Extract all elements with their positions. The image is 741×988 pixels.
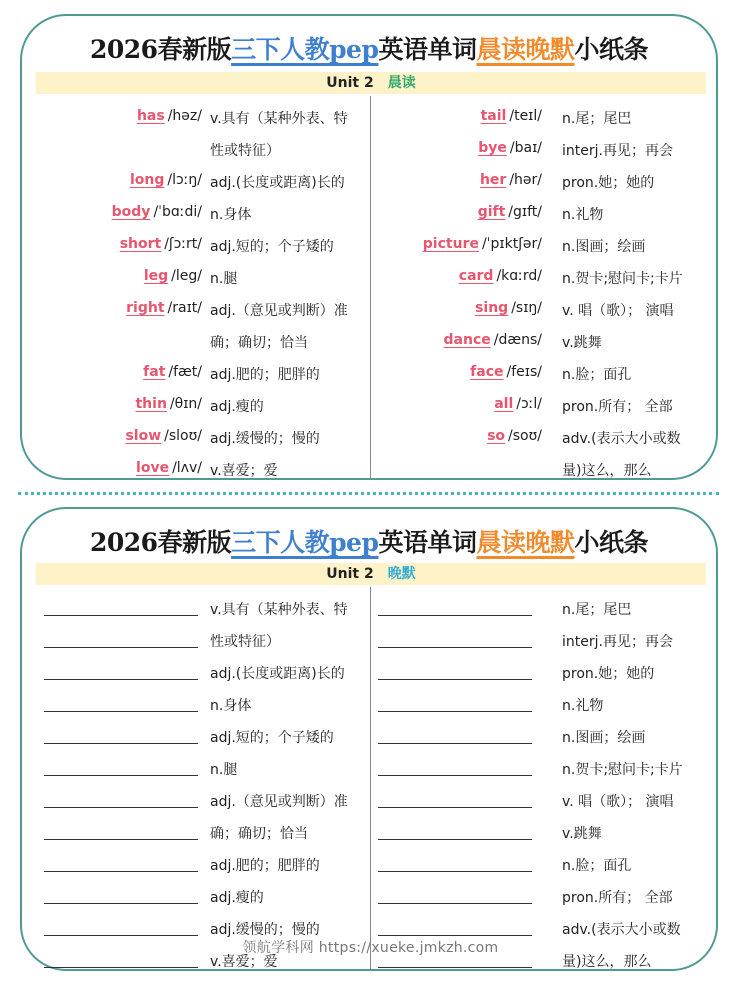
chinese-meaning: adj.短的；个子矮的 <box>210 239 334 255</box>
phonetic: /soʊ/ <box>508 428 542 444</box>
mode-label: 晨读 <box>387 75 416 91</box>
word-entry <box>370 260 542 292</box>
word-with-ipa <box>22 396 202 412</box>
english-word: all <box>494 396 514 412</box>
word-with-ipa <box>22 460 202 476</box>
phonetic: /sloʊ/ <box>164 428 202 444</box>
english-word: long <box>129 172 165 188</box>
word-with-ipa <box>370 236 542 252</box>
chinese-meaning: pron.她；她的 <box>562 175 655 191</box>
title-suffix: 小纸条 <box>574 35 648 64</box>
chinese-meaning: n.贺卡;慰问卡;卡片 <box>562 762 683 778</box>
unit-label: Unit 2 <box>326 566 374 582</box>
chinese-meaning: n.腿 <box>210 762 238 778</box>
phonetic: /fæt/ <box>168 364 202 380</box>
answer-blank-line[interactable] <box>378 807 532 808</box>
word-entry <box>22 132 202 164</box>
english-word: so <box>487 428 506 444</box>
answer-blank-line[interactable] <box>378 711 532 712</box>
answer-blank-line[interactable] <box>44 711 198 712</box>
phonetic: /lɔːŋ/ <box>167 172 202 188</box>
word-with-ipa <box>370 172 542 188</box>
english-word: love <box>136 460 170 476</box>
chinese-meaning: adj.（意见或判断）准 <box>210 794 348 810</box>
answer-blank-line[interactable] <box>44 807 198 808</box>
word-with-ipa <box>22 236 202 252</box>
chinese-meaning: adj.缓慢的；慢的 <box>210 431 320 447</box>
word-entry <box>370 324 542 356</box>
answer-blank-line[interactable] <box>378 935 532 936</box>
word-entry <box>22 164 202 196</box>
title-highlight-orange: 晨读晚默 <box>476 528 575 557</box>
word-entry <box>370 356 542 388</box>
chinese-meaning: adj.短的；个子矮的 <box>210 730 334 746</box>
chinese-meaning: v.跳舞 <box>562 335 602 351</box>
phonetic: /ɔːl/ <box>516 396 542 412</box>
word-entry <box>22 260 202 292</box>
word-with-ipa <box>22 108 202 124</box>
word-with-ipa <box>22 300 202 316</box>
word-with-ipa <box>370 140 542 156</box>
english-word: thin <box>135 396 167 412</box>
chinese-meaning: 性或特征） <box>210 143 280 159</box>
chinese-meaning: v.喜爱；爱 <box>210 954 278 970</box>
word-with-ipa <box>22 172 202 188</box>
chinese-meaning: n.礼物 <box>562 698 604 714</box>
phonetic: /dæns/ <box>493 332 542 348</box>
answer-blank-line[interactable] <box>378 775 532 776</box>
word-entry <box>22 100 202 132</box>
phonetic: /həz/ <box>167 108 202 124</box>
column-divider <box>370 587 371 969</box>
phonetic: /leg/ <box>171 268 202 284</box>
word-with-ipa <box>22 364 202 380</box>
english-word: right <box>126 300 165 316</box>
word-entry <box>370 100 542 132</box>
word-entry <box>22 196 202 228</box>
phonetic: /ʃɔːrt/ <box>164 236 202 252</box>
phonetic: /sɪŋ/ <box>511 300 542 316</box>
word-entry <box>22 452 202 484</box>
word-entry <box>22 388 202 420</box>
title-prefix: 2026春新版 <box>89 35 232 64</box>
phonetic: /hər/ <box>509 172 542 188</box>
chinese-meaning: n.脸；面孔 <box>562 367 632 383</box>
chinese-meaning: interj.再见；再会 <box>562 143 673 159</box>
word-entry <box>370 164 542 196</box>
word-entry <box>22 356 202 388</box>
answer-blank-line[interactable] <box>44 615 198 616</box>
chinese-meaning: 量)这么，那么 <box>562 463 652 479</box>
answer-blank-line[interactable] <box>44 935 198 936</box>
phonetic: /ˈpɪktʃər/ <box>481 236 542 252</box>
english-word: face <box>470 364 504 380</box>
word-with-ipa <box>22 268 202 284</box>
answer-blank-line[interactable] <box>378 743 532 744</box>
word-with-ipa <box>370 204 542 220</box>
mode-label: 晚默 <box>387 566 416 582</box>
chinese-meaning: v. 唱（歌）； 演唱 <box>562 794 674 810</box>
phonetic: /lʌv/ <box>172 460 202 476</box>
english-word: gift <box>477 204 506 220</box>
answer-blank-line[interactable] <box>44 775 198 776</box>
chinese-meaning: adj.(长度或距离)长的 <box>210 666 345 682</box>
phonetic: /ˈbɑːdi/ <box>153 204 202 220</box>
answer-blank-line[interactable] <box>378 647 532 648</box>
word-entry <box>370 388 542 420</box>
unit-header-bar <box>36 563 706 585</box>
word-with-ipa <box>370 268 542 284</box>
phonetic: /feɪs/ <box>506 364 542 380</box>
answer-blank-line[interactable] <box>44 967 198 968</box>
answer-blank-line[interactable] <box>378 839 532 840</box>
answer-blank-line[interactable] <box>44 903 198 904</box>
english-word: her <box>479 172 507 188</box>
chinese-meaning: n.尾；尾巴 <box>562 111 632 127</box>
chinese-meaning: pron.所有； 全部 <box>562 890 673 906</box>
english-word: short <box>119 236 162 252</box>
english-word: fat <box>143 364 166 380</box>
chinese-meaning: 量)这么，那么 <box>562 954 652 970</box>
word-entry <box>370 420 542 452</box>
chinese-meaning: v.具有（某种外表、特 <box>210 111 348 127</box>
english-word: sing <box>475 300 509 316</box>
chinese-meaning: n.尾；尾巴 <box>562 602 632 618</box>
chinese-meaning: interj.再见；再会 <box>562 634 673 650</box>
watermark: 领航学科网 https://xueke.jmkzh.com <box>242 940 499 956</box>
word-with-ipa <box>22 428 202 444</box>
unit-header-bar <box>36 72 706 94</box>
title-highlight-blue: 三下人教pep <box>231 528 379 557</box>
english-word: picture <box>422 236 479 252</box>
word-entry <box>370 292 542 324</box>
phonetic: /teɪl/ <box>509 108 542 124</box>
answer-blank-line[interactable] <box>378 903 532 904</box>
chinese-meaning: adv.(表示大小或数 <box>562 922 681 938</box>
card-title <box>22 523 716 559</box>
word-with-ipa <box>370 364 542 380</box>
english-word: leg <box>143 268 169 284</box>
word-with-ipa <box>370 300 542 316</box>
chinese-meaning: n.身体 <box>210 698 252 714</box>
chinese-meaning: adj.（意见或判断）准 <box>210 303 348 319</box>
chinese-meaning: n.贺卡;慰问卡;卡片 <box>562 271 683 287</box>
chinese-meaning: adj.肥的；肥胖的 <box>210 367 320 383</box>
chinese-meaning: v.具有（某种外表、特 <box>210 602 348 618</box>
phonetic: /raɪt/ <box>167 300 202 316</box>
chinese-meaning: adj.肥的；肥胖的 <box>210 858 320 874</box>
chinese-meaning: adj.(长度或距离)长的 <box>210 175 345 191</box>
chinese-meaning: v. 唱（歌）； 演唱 <box>562 303 674 319</box>
word-with-ipa <box>22 204 202 220</box>
chinese-meaning: pron.所有； 全部 <box>562 399 673 415</box>
answer-blank-line[interactable] <box>44 647 198 648</box>
answer-blank-line[interactable] <box>378 871 532 872</box>
word-with-ipa <box>370 428 542 444</box>
word-with-ipa <box>370 396 542 412</box>
title-middle: 英语单词 <box>378 35 477 64</box>
chinese-meaning: 确；确切；恰当 <box>210 335 308 351</box>
phonetic: /baɪ/ <box>509 140 542 156</box>
word-entry <box>370 452 542 484</box>
chinese-meaning: n.腿 <box>210 271 238 287</box>
phonetic: /θɪn/ <box>169 396 202 412</box>
chinese-meaning: pron.她；她的 <box>562 666 655 682</box>
chinese-meaning: 性或特征） <box>210 634 280 650</box>
answer-blank-line[interactable] <box>378 679 532 680</box>
chinese-meaning: v.跳舞 <box>562 826 602 842</box>
chinese-meaning: n.脸；面孔 <box>562 858 632 874</box>
title-prefix: 2026春新版 <box>89 528 232 557</box>
english-word: bye <box>478 140 507 156</box>
word-entry <box>370 132 542 164</box>
chinese-meaning: 确；确切；恰当 <box>210 826 308 842</box>
word-entry <box>370 228 542 260</box>
word-entry <box>22 324 202 356</box>
english-word: dance <box>443 332 491 348</box>
answer-blank-line[interactable] <box>44 679 198 680</box>
word-entry <box>22 228 202 260</box>
answer-blank-line[interactable] <box>44 871 198 872</box>
title-highlight-orange: 晨读晚默 <box>476 35 575 64</box>
answer-blank-line[interactable] <box>378 967 532 968</box>
chinese-meaning: adj.瘦的 <box>210 890 264 906</box>
answer-blank-line[interactable] <box>44 743 198 744</box>
word-entry <box>370 196 542 228</box>
chinese-meaning: adj.瘦的 <box>210 399 264 415</box>
word-entry <box>22 292 202 324</box>
chinese-meaning: v.喜爱；爱 <box>210 463 278 479</box>
word-with-ipa <box>370 332 542 348</box>
word-with-ipa <box>370 108 542 124</box>
chinese-meaning: n.图画；绘画 <box>562 730 646 746</box>
chinese-meaning: n.图画；绘画 <box>562 239 646 255</box>
answer-blank-line[interactable] <box>44 839 198 840</box>
evening-dictation-card <box>20 507 718 971</box>
answer-blank-line[interactable] <box>378 615 532 616</box>
card-title <box>22 30 716 66</box>
section-divider <box>18 492 719 495</box>
english-word: body <box>111 204 151 220</box>
chinese-meaning: adv.(表示大小或数 <box>562 431 681 447</box>
english-word: slow <box>125 428 162 444</box>
word-entry <box>22 420 202 452</box>
phonetic: /kɑːrd/ <box>496 268 542 284</box>
title-highlight-blue: 三下人教pep <box>231 35 379 64</box>
title-suffix: 小纸条 <box>574 528 648 557</box>
english-word: has <box>136 108 165 124</box>
title-middle: 英语单词 <box>378 528 477 557</box>
phonetic: /gɪft/ <box>508 204 542 220</box>
chinese-meaning: adj.缓慢的；慢的 <box>210 922 320 938</box>
chinese-meaning: n.礼物 <box>562 207 604 223</box>
english-word: card <box>458 268 494 284</box>
unit-label: Unit 2 <box>326 75 374 91</box>
english-word: tail <box>480 108 507 124</box>
morning-reading-card <box>20 14 718 480</box>
chinese-meaning: n.身体 <box>210 207 252 223</box>
